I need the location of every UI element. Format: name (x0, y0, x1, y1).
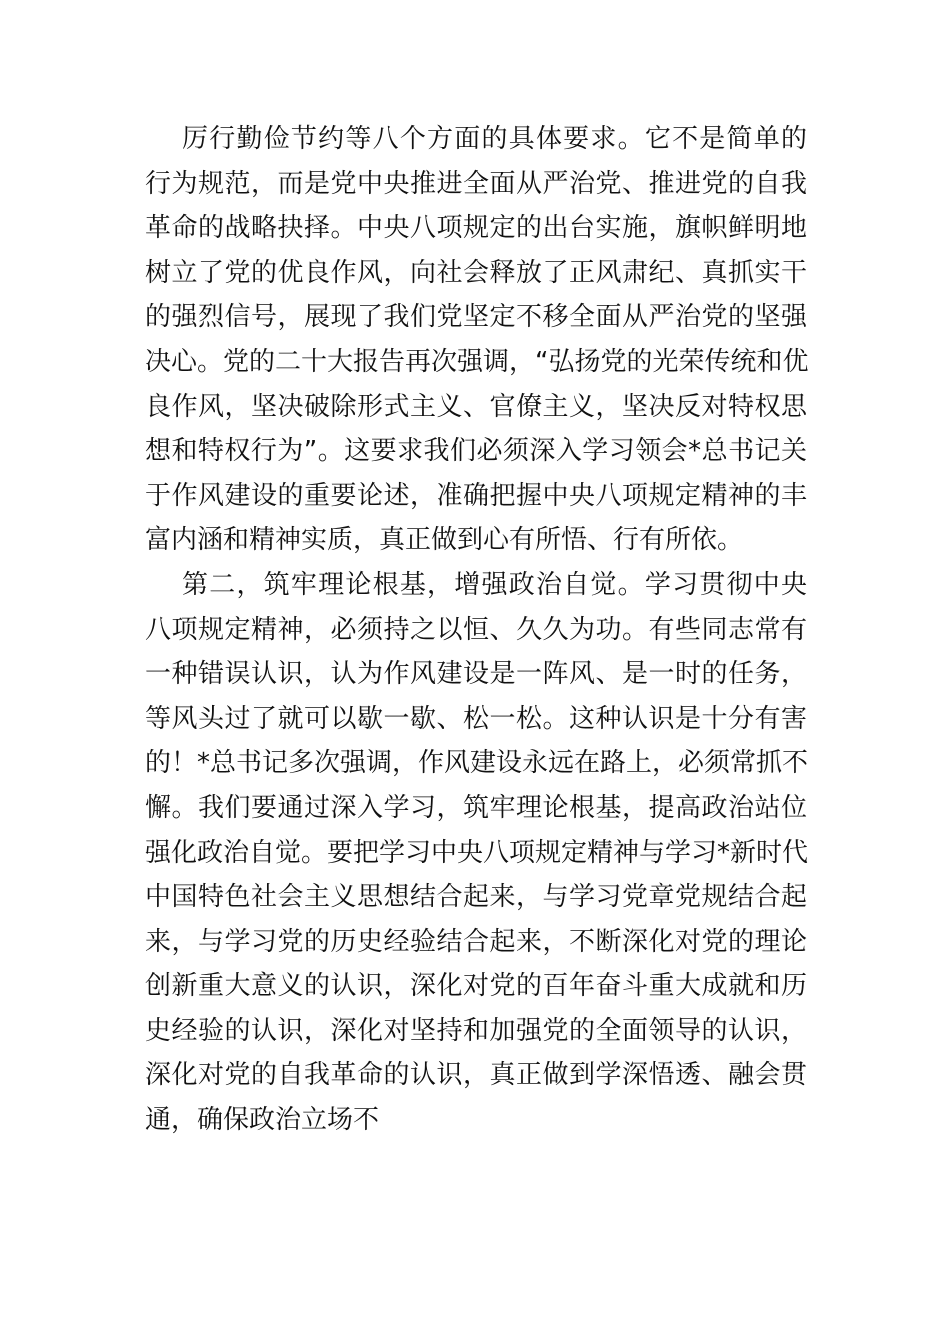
document-body (145, 117, 807, 1143)
paragraph-1-line-4: 树立了党的优良作风，向社会释放了正风肃纪、真抓实干 (145, 257, 807, 288)
paragraph-2-line-8: 中国特色社会主义思想结合起来，与学习党章党规结合起 (145, 882, 807, 913)
paragraph-2-line-7: 强化政治自觉。要把学习中央八项规定精神与学习*新时代 (145, 837, 809, 868)
paragraph-2-line-11: 史经验的认识，深化对坚持和加强党的全面领导的认识， (145, 1015, 807, 1046)
paragraph-1-line-3: 革命的战略抉择。中央八项规定的出台实施，旗帜鲜明地 (145, 213, 807, 244)
paragraph-1-line-7: 良作风，坚决破除形式主义、官僚主义，坚决反对特权思 (145, 391, 807, 422)
paragraph-2-line-5: 的！*总书记多次强调，作风建设永远在路上，必须常抓不 (145, 748, 809, 779)
paragraph-1-line-6: 决心。党的二十大报告再次强调，“弘扬党的光荣传统和优 (145, 346, 809, 377)
paragraph-2-line-12: 深化对党的自我革命的认识，真正做到学深悟透、融会贯 (145, 1060, 807, 1091)
paragraph-1-line-5: 的强烈信号，展现了我们党坚定不移全面从严治党的坚强 (145, 302, 807, 333)
paragraph-2-line-3: 一种错误认识，认为作风建设是一阵风、是一时的任务， (145, 659, 807, 690)
paragraph-2-line-4: 等风头过了就可以歇一歇、松一松。这种认识是十分有害 (145, 703, 807, 734)
paragraph-2-line-9: 来，与学习党的历史经验结合起来，不断深化对党的理论 (145, 926, 807, 957)
paragraph-1-line-10: 富内涵和精神实质，真正做到心有所悟、行有所依。 (145, 525, 744, 556)
paragraph-1-line-1: 厉行勤俭节约等八个方面的具体要求。它不是简单的 (182, 124, 807, 154)
paragraph-2-line-2: 八项规定精神，必须持之以恒、久久为功。有些同志常有 (145, 614, 807, 645)
paragraph-2-line-13: 通，确保政治立场不 (145, 1105, 380, 1136)
paragraph-1-line-9: 于作风建设的重要论述，准确把握中央八项规定精神的丰 (145, 480, 807, 511)
paragraph-1-line-2: 行为规范，而是党中央推进全面从严治党、推进党的自我 (145, 168, 807, 199)
paragraph-2-line-1: 第二，筑牢理论根基，增强政治自觉。学习贯彻中央 (182, 569, 807, 600)
paragraph-1-line-8: 想和特权行为”。这要求我们必须深入学习领会*总书记关 (145, 436, 807, 467)
paragraph-2-line-10: 创新重大意义的认识，深化对党的百年奋斗重大成就和历 (145, 971, 807, 1002)
paragraph-2-line-6: 懈。我们要通过深入学习，筑牢理论根基，提高政治站位 (145, 792, 807, 823)
